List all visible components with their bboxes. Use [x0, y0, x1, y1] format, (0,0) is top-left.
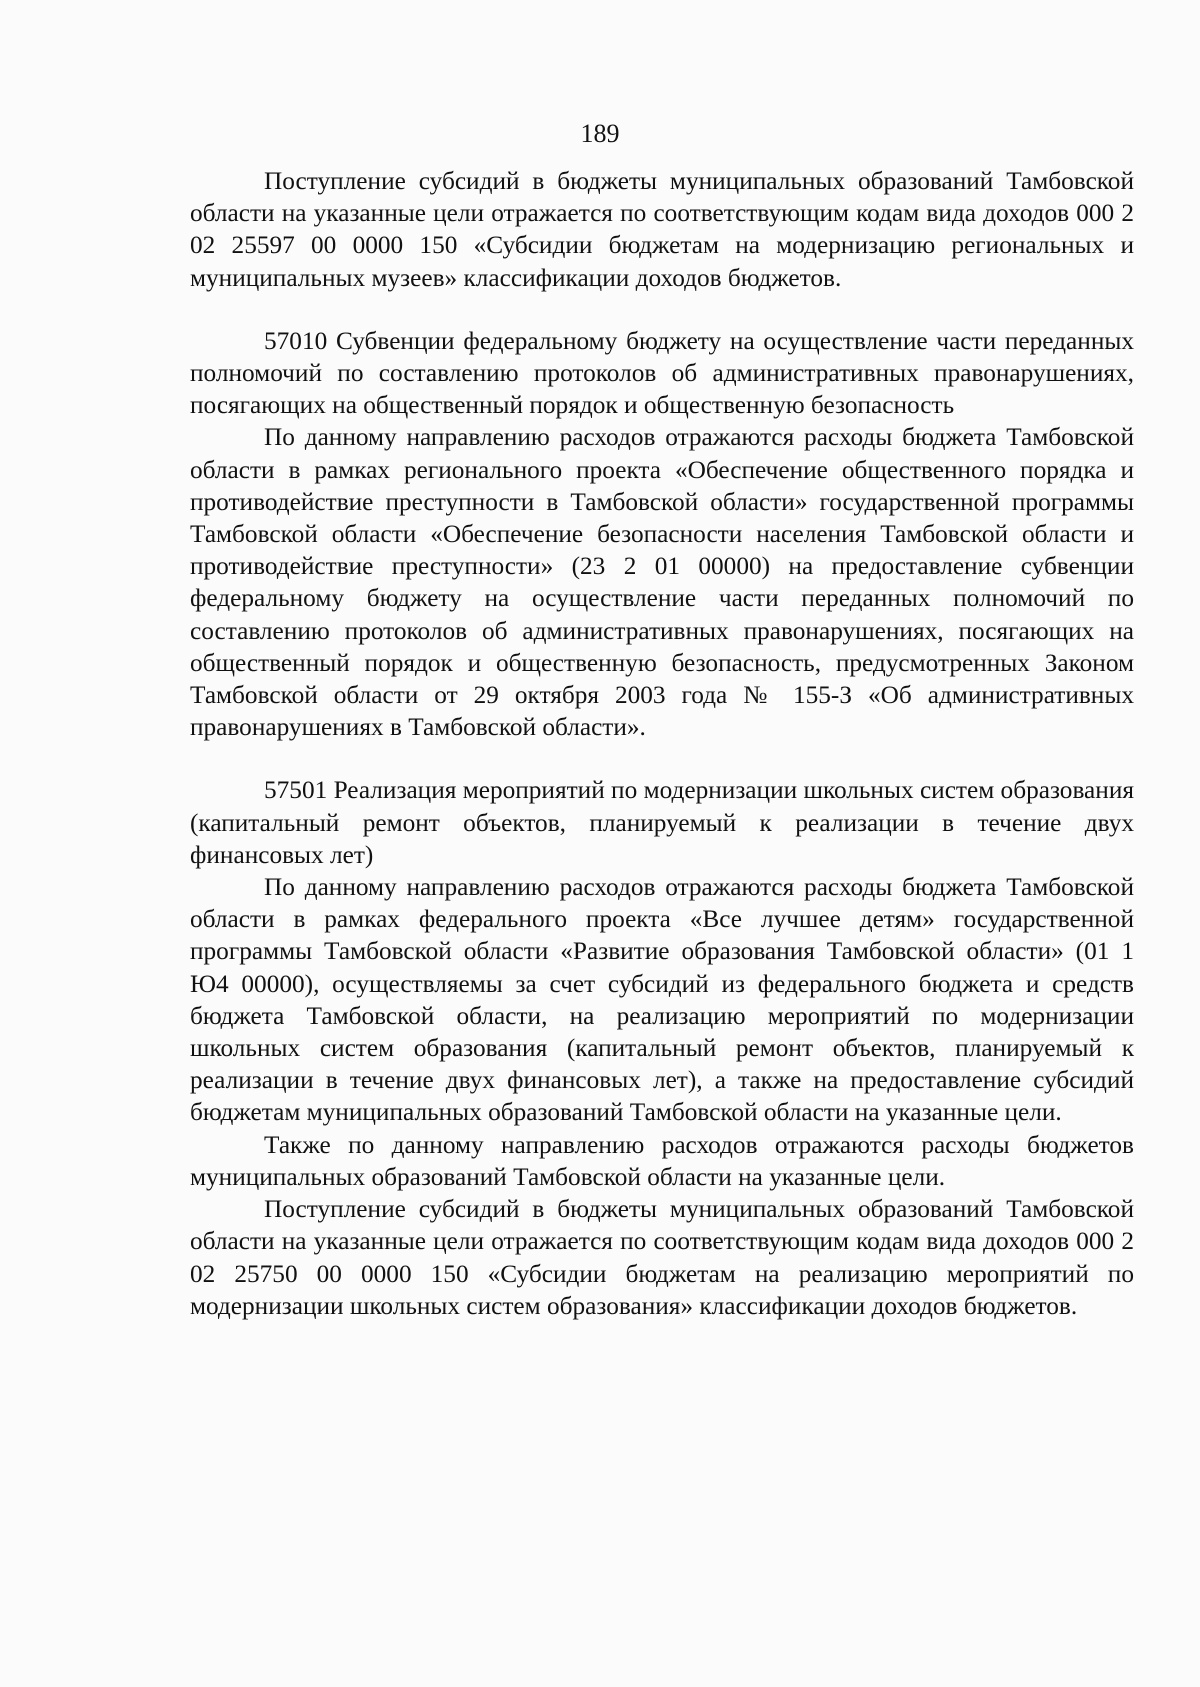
section-heading-57010: 57010 Субвенции федеральному бюджету на осуществление части переданных полномочий по составлению протоколов об административных правонарушениях, посягающих на общественный порядок и общественную безопасность [190, 326, 1134, 420]
paragraph-subsidy-income-schools: Поступление субсидий в бюджеты муниципальных образований Тамбовской области на указанные цели отражается по соответствующим кодам вида доходов 000 2 02 25750 00 0000 150 «Субсидии бюджетам на реализацию мероприятий по модернизации школьных систем образования» классификации доходов бюджетов. [190, 1195, 1134, 1320]
paragraph-gap [190, 743, 1134, 774]
paragraph-57501-municipal-expenses: Также по данному направлению расходов отражаются расходы бюджетов муниципальных образований Тамбовской области на указанные цели. [190, 1130, 1134, 1191]
paragraph-57501-description: По данному направлению расходов отражаются расходы бюджета Тамбовской области в рамках федерального проекта «Все лучшее детям» государственной программы Тамбовской области «Развитие образования Тамбовской области» (01 1 Ю4 00000), осуществляемы за счет субсидий из федерального бюджета и средств бюджета Тамбовской области, на реализацию мероприятий по модернизации школьных систем образования (капитальный ремонт объектов, планируемый к реализации в течение двух финансовых лет), а также на предоставление субсидий бюджетам муниципальных образований Тамбовской области на указанные цели. [190, 873, 1134, 1127]
page-number: 189 [580, 119, 620, 148]
document-body [190, 165, 1134, 1322]
paragraph-gap [190, 294, 1134, 325]
section-heading-57501: 57501 Реализация мероприятий по модернизации школьных систем образования (капитальный ремонт объектов, планируемый к реализации в течение двух финансовых лет) [190, 776, 1134, 869]
paragraph-57010-description: По данному направлению расходов отражаются расходы бюджета Тамбовской области в рамках регионального проекта «Обеспечение общественного порядка и противодействие преступности в Тамбовской области» государственной программы Тамбовской области «Обеспечение безопасности населения Тамбовской области и противодействие преступности» (23 2 01 00000) на предоставление субвенции федеральному бюджету на осуществление части переданных полномочий по составлению протоколов об административных правонарушениях, посягающих на общественный порядок и общественную безопасность, предусмотренных Законом Тамбовской области от 29 октября 2003 года № 155-З «Об административных правонарушениях в Тамбовской области». [190, 423, 1134, 742]
paragraph-subsidy-income-museums: Поступление субсидий в бюджеты муниципальных образований Тамбовской области на указанные цели отражается по соответствующим кодам вида доходов 000 2 02 25597 00 0000 150 «Субсидии бюджетам на модернизацию региональных и муниципальных музеев» классификации доходов бюджетов. [190, 167, 1134, 292]
